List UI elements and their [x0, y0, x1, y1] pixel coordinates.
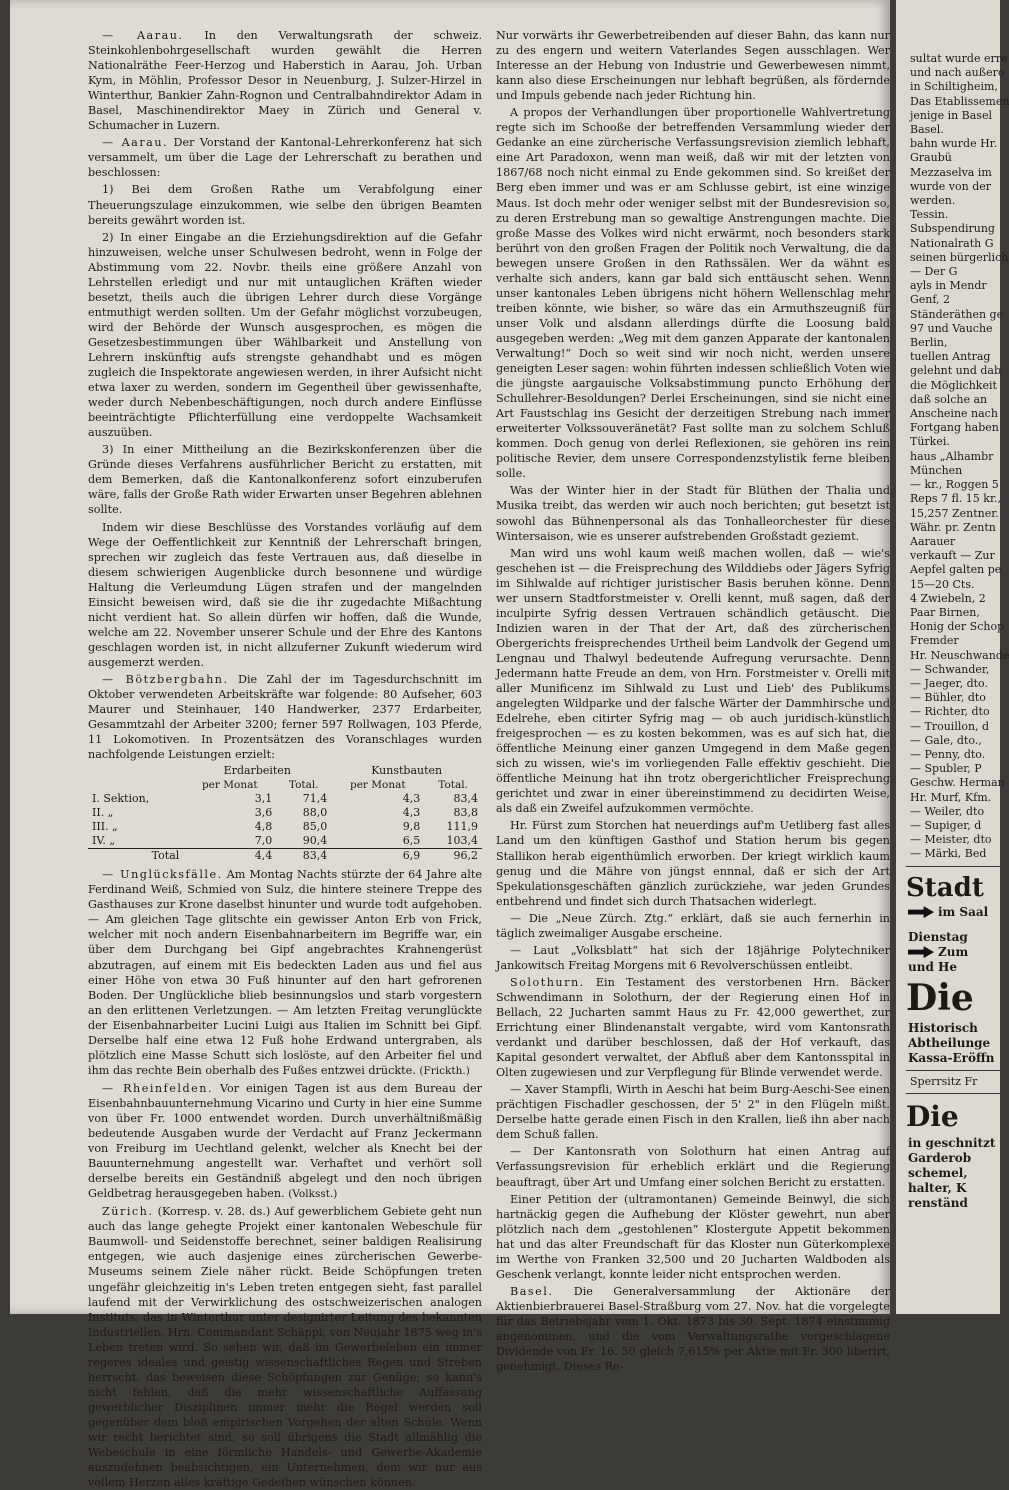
- strip-line: 15—20 Cts.: [910, 577, 975, 591]
- table-cell: 71,4: [302, 792, 328, 806]
- newspaper-page: [10, 0, 890, 1490]
- strip-line: 4 Zwiebeln, 2: [910, 591, 986, 605]
- dateline: — Bötzbergbahn.: [102, 672, 229, 686]
- paragraph: A propos der Verhandlungen über proportionelle Wahlvertretung regte sich im Schooße der betreffenden Versammlung wieder der Gedanke an eine zürcherische Verfassungsrevision ziemlich lebhaft, eine Art Paradoxon, wenn man weiß, daß wir mit der letzten von 1867/68 noch nicht einmal zu Ende gekommen sind. So kreißet der Berg eben immer und was er am Schlusse gebirt, ist eine winzige Maus. Ist doch mehr oder weniger selbst mit der Bundesrevision so, zu deren Erstrebung man so gewaltige Anstrengungen machte. Die große Masse des Volkes wird nicht erwärmt, noch besonders stark berührt von den großen Fragen der Politik noch Verwaltung, die da bewegen unsere Großen in den Rathssälen. Wer da wähnt es verhalte sich anders, kann gar bald sich enttäuscht sehen. Wenn unser kantonales Leben übrigens nicht höhern Wellenschlag mehr treiben könnte, wie bisher, so wäre das ein Armuthszeugniß für unser Volk und alsdann allerdings dürfte die Loosung bald ausgegeben werden: „Weg mit dem ganzen Apparate der kantonalen Verwaltung!“ Doch so weit sind wir noch nicht, werden unsere geneigten Leser sagen: wohin führten indessen schließlich Voten wie die jüngste aargauische Volksabstimmung puncto Erhöhung der Schullehrer-Besoldungen? Derlei Erscheinungen, sind sie nicht eine Art Faustschlag ins Gesicht der derzeitigen Strebung nach immer erweiterter Volkssouveränetät? Fast sollte man zu solchem Schluß kommen. Doch genug von derlei Reflexionen, sie gehören ins rein politische Revier, dem unsere Correspondenzstylistik ferne bleiben solle.: [496, 106, 890, 481]
- strip-line: — kr., Roggen 5: [910, 478, 999, 492]
- table-column-header: Total.: [288, 779, 319, 792]
- table-group-header: Kunstbauten: [371, 764, 443, 778]
- article-rheinfelden: [88, 1081, 482, 1202]
- table-cell: 103,4: [446, 834, 478, 848]
- paragraph: Nur vorwärts ihr Gewerbetreibenden auf dieser Bahn, das kann nur zu des engern und weitern Vaterlandes Segen ausschlagen. Wer Interesse an der Hebung von Industrie und Gewerbewesen nimmt, kann also diese Erscheinungen nur lebhaft begrüßen, als fördernde und Impuls gebende nach jeder Richtung hin.: [496, 29, 890, 103]
- ad-headline: Die: [906, 1099, 959, 1133]
- table-total-row: [88, 849, 482, 864]
- strip-line: Fortgang haben: [910, 421, 999, 435]
- strip-line: haus „Alhambr: [910, 449, 994, 463]
- strip-line: schemel,: [908, 1165, 968, 1180]
- divider: [906, 866, 1000, 867]
- row-label: III. „: [92, 820, 118, 834]
- ad-line: Abtheilunge: [908, 1035, 991, 1050]
- article-text: Die Zahl der im Tagesdurchschnitt im Oktober verwendeten Arbeitskräfte war folgende: 80 Aufseher, 603 Maurer und Steinhauer, 140 Handwerker, 2377 Erdarbeiter, Gesammtzahl der Arbeiter 3200; ferner 597 Rollwagen, 103 Pferde, 11 Lokomotiven. In Prozentsätzen des Voranschlages wurden nachfolgende Leistungen erzielt:: [88, 672, 483, 762]
- source-note: (Volksst.): [288, 1188, 338, 1201]
- divider: [906, 1070, 1000, 1071]
- strip-line: Aarauer: [910, 534, 956, 548]
- strip-line: wurde von der: [910, 179, 992, 193]
- row-label: IV. „: [92, 834, 116, 848]
- ad-headline: Die: [906, 976, 974, 1019]
- table-cell: 85,0: [302, 820, 328, 834]
- list-item: 1) Bei dem Großen Rathe um Verabfolgung einer Theuerungszulage einzukommen, wie selbe den übrigen Beamten bereits gewährt worden ist.: [88, 183, 482, 227]
- strip-line: Hr. Neuschwande: [910, 648, 1009, 662]
- table-cell: 3,1: [254, 792, 273, 806]
- article-text: Am Montag Nachts stürzte der 64 Jahre alte Ferdinand Weiß, Schmied von Sulz, die hintere steinere Treppe des Gasthauses zur Krone daselbst hinunter und wurde todt aufgehoben. — Am gleichen Tage glitschte ein gewisser Anton Erb von Frick, welcher mit noch andern Eisenbahnarbeitern im Begriffe war, ein über dem Durchgang bei Gipf angebrachtes Krahnengerüst abzutragen, auf einem mit Eis bedeckten Laden aus und fiel aus einer Höhe von etwa 30 Fuß hinunter auf den hart gefrorenen Boden. Der Unglückliche blieb besinnungslos und starb vorgestern an den erlittenen Verletzungen. — Am letzten Freitag verunglückte der Eisenbahnarbeiter Lucini Luigi aus Italien im Schnitt bei Gipf. Derselbe half eine etwa 12 Fuß hohe Erdwand untergraben, als plötzlich eine Masse Schutt sich loslöste, auf den Arbeiter fiel und ihm das rechte Bein oberhalb des Fußes entzwei drückte.: [88, 868, 482, 1077]
- strip-line: tuellen Antrag: [910, 350, 991, 364]
- dateline: — Aarau.: [102, 29, 184, 42]
- strip-line: — Der G: [910, 265, 958, 279]
- ad-line: Kassa-Eröffn: [908, 1050, 995, 1065]
- list-item: 2) In einer Eingabe an die Erziehungsdirektion auf die Gefahr hinzuweisen, welche unser Schulwesen bedroht, wenn in Folge der Abstimmung vom 22. Novbr. theils eine größere Anzahl von Lehrstellen erledigt und nur mit untauglichen Kräften wieder besetzt, theils auch die übrigen Lehrer durch diese Vorgänge entmuthigt werden sollten. Um der Gefahr möglichst vorzubeugen, wird der Behörde der Wunsch ausgesprochen, es mögen die Gesetzesbestimmungen über Wählbarkeit und Anstellung von Lehrern inskünftig aufs strengste gehandhabt und es mögen zugleich die Inspektorate angewiesen werden, in ihrer Aufsicht nicht etwa laxer zu werden, sondern im Gegentheil über gewissenhafte, weder durch Nebenbeschäftigungen, noch durch andere Einflüsse beeinträchtigte Pflichterfüllung eine verdoppelte Wachsamkeit auszuüben.: [88, 230, 482, 440]
- strip-line: — Schwander,: [910, 662, 990, 676]
- article-basel: [496, 1284, 890, 1374]
- strip-line: — Märki, Bed: [910, 847, 987, 861]
- table-column-header: Total.: [438, 779, 468, 792]
- table-column-header: per Monat: [201, 779, 258, 792]
- row-label: Total: [88, 849, 183, 864]
- ad-line: und He: [908, 959, 957, 974]
- strip-line: seinen bürgerlich: [910, 250, 1009, 264]
- table-cell: 96,2: [424, 849, 482, 864]
- table-cell: 83,8: [453, 806, 478, 820]
- table-cell: 90,4: [302, 834, 328, 848]
- strip-line: halter, K: [908, 1180, 967, 1195]
- strip-line: Türkei.: [910, 435, 950, 449]
- strip-line: in geschnitzt: [908, 1135, 996, 1150]
- strip-line: sultat wurde erre: [910, 52, 1008, 65]
- table-cell: 7,0: [254, 834, 273, 848]
- ad-line: Historisch: [908, 1020, 978, 1035]
- strip-line: — Bühler, dto: [910, 691, 986, 705]
- strip-line: Garderob: [908, 1150, 972, 1165]
- table-row: [88, 792, 482, 806]
- ad-headline: Stadt: [906, 872, 984, 903]
- table-cell: 4,3: [402, 806, 421, 820]
- article-text: Der Vorstand der Kantonal-Lehrerkonferenz hat sich versammelt, um über die Lage der Lehrerschaft zu berathen und beschlossen:: [88, 136, 482, 180]
- strip-line: Mezzaselva im: [910, 165, 992, 179]
- table-row: [88, 834, 482, 849]
- strip-line: 15,257 Zentner.: [910, 506, 999, 520]
- progress-table: [88, 764, 482, 863]
- strip-line: gelehnt und dab: [910, 364, 1002, 378]
- table-cell: 4,4: [183, 849, 276, 864]
- dateline: — Aarau.: [102, 136, 169, 150]
- table-cell: 88,0: [302, 806, 328, 820]
- strip-line: — Jaeger, dto.: [910, 676, 988, 690]
- pointing-hand-icon: [908, 906, 934, 918]
- strip-line: Subspendirung: [910, 222, 995, 236]
- table-row: [88, 806, 482, 820]
- ad-line: Dienstag: [908, 929, 968, 944]
- strip-line: — Meister, dto: [910, 833, 992, 847]
- table-cell: 83,4: [453, 792, 478, 806]
- paragraph: Hr. Fürst zum Storchen hat neuerdings auf'm Uetliberg fast alles Land um den künftigen Gasthof und Station herum bis gegen Stallikon herab eigenthümlich erworben. Der kriegt wirklich kaum genug und die Mähre von jüngst ennnal, daß er sich der Art Spekulationsgeschäften gänzlich zurückziehe, war jeden Grundes entbehrend und findet sich durch Thatsachen widerlegt.: [496, 819, 890, 908]
- middle-column: [496, 28, 890, 1374]
- strip-line: Basel.: [910, 123, 944, 137]
- strip-line: — Gale, dto.,: [910, 733, 982, 747]
- article-boezbergbahn: [88, 672, 482, 762]
- strip-line: Tessin.: [910, 208, 949, 222]
- table-cell: 3,6: [254, 806, 273, 820]
- strip-line: die Möglichkeit: [910, 378, 997, 392]
- strip-line: daß solche an: [910, 392, 988, 406]
- strip-line: werden.: [910, 194, 956, 208]
- strip-line: verkauft — Zur: [910, 549, 995, 563]
- strip-line: Honig der Schop: [910, 620, 1005, 634]
- left-column: [88, 28, 483, 1490]
- strip-line: — Trouillon, d: [910, 719, 990, 733]
- strip-line: Fremder: [910, 634, 959, 648]
- strip-line: Genf, 2: [910, 293, 951, 307]
- adjacent-page-strip: [896, 0, 1009, 1314]
- strip-line: Anscheine nach: [910, 407, 998, 421]
- paragraph: — Xaver Stampfli, Wirth in Aeschi hat beim Burg-Aeschi-See einen prächtigen Fischadler geschossen, der 5' 2" in den Flügeln mißt. Derselbe hatte gerade einen Fisch in den Krallen, ließ ihn aber nach dem Schuß fallen.: [496, 1083, 890, 1142]
- strip-line: in Schiltigheim,: [910, 80, 998, 94]
- paragraph: — Die „Neue Zürch. Ztg.“ erklärt, daß sie auch fernerhin in täglich zweimaliger Ausgabe erscheine.: [496, 911, 890, 940]
- divider: [906, 1093, 1000, 1094]
- ad-line: Zum: [896, 945, 1000, 960]
- strip-line: 97 und Vauche: [910, 321, 993, 335]
- strip-line: Aepfel galten pe: [910, 563, 1002, 577]
- table-cell: 6,9: [331, 849, 424, 864]
- ad-line: im Saal: [896, 905, 1000, 920]
- article-zuerich: [88, 1204, 482, 1490]
- table-cell: 83,4: [276, 849, 331, 864]
- article-ungluecksfaelle: [88, 867, 482, 1079]
- article-closing: Indem wir diese Beschlüsse des Vorstandes vorläufig auf dem Wege der Oeffentlichkeit zur Kenntniß der Lehrerschaft bringen, sprechen wir zugleich das feste Vertrauen aus, daß dieselbe in diesem schwierigen Augenblicke durch besonnene und würdige Haltung die Verleumdung Lügen strafen und der mangelnden Einsicht beweisen wird, daß sie die ihr zugedachte Mißachtung nicht verdient hat. So allein dürfen wir hoffen, daß die Wunde, welche am 22. November unserer Schule und der Ehre des Kantons geschlagen worden ist, in nicht allzuferner Zukunft wiederum wird ausgemerzt werden.: [88, 520, 482, 669]
- paragraph: Man wird uns wohl kaum weiß machen wollen, daß — wie's geschehen ist — die Freisprechung des Wilddiebs oder Jägers Syfrig im Sihlwalde auf richtiger juristischer Basis beruhen könne. Denn wer unsern Stadtforstmeister v. Orelli kennt, muß sagen, daß der inculpirte Syfrig dessen Vertrauen schändlich getäuscht. Die Indizien waren in der That der Art, daß des zürcherischen Obergerichts freisprechendes Urtheil beim Landvolk der Gegend um Lengnau und Thalwyl bedeutende Aufregung verursachte. Denn Jedermann hatte Freude an dem, von Hrn. Forstmeister v. Orelli mit aller Munificenz im Sihlwald zu Lust und Lieb' des Publikums angelegten Wildparke und der falsche Wärter der Dammhirsche und Edelrehe, eben citirter Syfrig mag — ob auch juridisch-künstlich freigesprochen — es zu kosten bekommen, was es auf sich hat, die öffentliche Meinung einer ganzen Umgegend in dem Maße gegen sich zu wissen, wie's im vorliegenden Falle effektiv geschieht. Die öffentliche Meinung hat ihn trotz obergerichtlicher Freisprechung gerichtet und zwar in einer übereinstimmend zu decidirten Weise, als daß ein Zweifel aufzukommen vermöchte.: [496, 546, 890, 816]
- pointing-hand-icon: [908, 946, 934, 958]
- table-cell: 4,8: [254, 820, 273, 834]
- paragraph: Was der Winter hier in der Stadt für Blüthen der Thalia und Musika treibt, das werden wir auch noch berichten; gut besetzt ist sowohl das Bühnenpersonal als das Tonhalleorchester für diese Wintersaison, wie es unserer aufstrebenden Großstadt geziemt.: [496, 484, 890, 543]
- strip-line: — Richter, dto: [910, 705, 990, 719]
- strip-line: Geschw. Herman: [910, 776, 1005, 790]
- source-note: (Frickth.): [419, 1064, 470, 1077]
- strip-line: bahn wurde Hr.: [910, 137, 998, 151]
- article-solothurn: [496, 975, 890, 1080]
- strip-line: Ständeräthen ge: [910, 307, 1004, 321]
- article-text: In den Verwaltungsrath der schweiz. Steinkohlenbohrgesellschaft wurden gewählt die Herren Nationalräthe Feer-Herzog und Haberstich in Aarau, Joh. Urban Kym, in Möhlin, Professor Desor in Neuenburg, J. Sulzer-Hirzel in Winterthur, Bankier Zahn-Rognon und Centralbahndirektor Adam in Basel, Maschinendirektor Maey in Zürich und General v. Schumacher in Luzern.: [88, 29, 483, 133]
- dateline: Solothurn.: [510, 975, 585, 989]
- strip-line: Hr. Murf, Kfm.: [910, 790, 992, 804]
- table-column-header: per Monat: [349, 779, 406, 792]
- article-text: Ein Testament des verstorbenen Hrn. Bäcker Schwendimann in Solothurn, der der Regierung einen Hof in Bellach, 22 Jucharten sammt Haus zu Fr. 42,000 gewerthet, zur Errichtung einer Blindenanstalt vergabte, wird vom Kantonsrath verdankt und darüber beschlossen, daß der Hof verkauft, das Kapital gesondert verwaltet, der Abfluß aber dem Kantonsspital in Olten zugewiesen und zur Verpflegung für Blinde verwendet werde.: [496, 975, 890, 1080]
- dateline: Basel.: [510, 1284, 554, 1298]
- strip-line: — Supiger, d: [910, 818, 982, 832]
- strip-line: Paar Birnen,: [910, 605, 980, 619]
- article-aarau-1: [88, 28, 482, 133]
- strip-line: Nationalrath G: [910, 236, 994, 250]
- strip-line: renständ: [908, 1195, 968, 1210]
- table-row: [88, 820, 482, 834]
- list-item: 3) In einer Mittheilung an die Bezirkskonferenzen über die Gründe dieses Verfahrens ausführlicher Bericht zu erstatten, mit dem Bemerken, daß die Kantonalkonferenz sofort einzuberufen wäre, falls der Große Rath wider Erwarten unser Begehren ablehnen sollte.: [88, 443, 482, 517]
- strip-text-lines: [896, 1136, 1000, 1211]
- dateline: — Rheinfelden.: [102, 1081, 214, 1095]
- strip-line: und nach außero: [910, 66, 1005, 80]
- strip-line: — Spubler, P: [910, 762, 982, 776]
- dateline: Zürich.: [102, 1205, 154, 1219]
- table-cell: 4,3: [402, 792, 421, 806]
- article-text: (Korresp. v. 28. ds.) Auf gewerblichem Gebiete geht nun auch das lange gehegte Projekt einer kantonalen Webeschule für Baumwoll- und Seidenstoffe berechnet, seiner baldigen Realisirung entgegen, wie auch dasjenige eines zürcherischen Gewerbe-Museums seinem Ziele näher rückt. Beide Schöpfungen treten ungefähr gleichzeitig in's Leben treten entgegen sieht, fast parallel laufend mit der Verwirklichung des ostschweizerischen analogen Instituts, das in Winterthur unter designirter Leitung des bekannten Industriellen, Hrn. Commandant Schäppi, von Neujahr 1875 weg in's Leben treten wird. So sehen wir, daß im Gewerbeleben ein immer regeres ideales und geistig wissenschaftliches Regen und Streben herrscht, das beweisen diese Schöpfungen zur Genüge; so kann's nicht fehlen, daß die mehr wissenschaftliche Auffassung gewerblicher Disziplinen immer mehr die Regel werden soll gegenüber dem bloß empirischen Vorgehen der alten Schule. Wenn wir recht berichtet sind, so soll übrigens die Stadt allmählig die Webeschule in eine förmliche Handels- und Gewerbe-Akademie auszudehnen beabsichtigen, ein Unternehmen, dem wir nur aus vollem Herzen alles kräftige Gedeihen wünschen können.: [88, 1205, 483, 1490]
- table-cell: 111,9: [446, 820, 478, 834]
- ad-line: Sperrsitz Fr: [910, 1074, 978, 1088]
- strip-line: Das Etablissemen: [910, 94, 1009, 108]
- row-label: II. „: [92, 806, 114, 820]
- article-text: Die Generalversammlung der Aktionäre der Aktienbierbrauerei Basel-Straßburg vom 27. Nov. hat die vorgelegte für das Betriebsjahr vom 1. Okt. 1873 bis 30. Sept. 1874 einstimmig angenommen, und die vom Verwaltungsrathe vorgeschlagene Dividende von Fr. 16. 50 gleich 7,615% per Aktie mit Fr. 300 liberirt, genehmigt. Dieses Re-: [496, 1284, 890, 1374]
- strip-text-lines: [896, 52, 1009, 862]
- paragraph: — Der Kantonsrath von Solothurn hat einen Antrag auf Verfassungsrevision für erheblich erklärt und die Regierung beauftragt, über Art und Umfang einer solchen Bericht zu erstatten.: [496, 1145, 890, 1189]
- strip-line: Reps 7 fl. 15 kr.,: [910, 492, 1002, 506]
- paragraph: — Laut „Volksblatt“ hat sich der 18jährige Polytechniker Jankowitsch Freitag Morgens mit 6 Revolverschüssen entleibt.: [496, 943, 890, 972]
- article-text: Vor einigen Tagen ist aus dem Bureau der Eisenbahnbauunternehmung Vicarino und Curty in hier eine Summe von über Fr. 1000 entwendet worden. Durch unverhältnißmäßig bedeutende Ausgaben wurde der Verdacht auf Franz Jeckermann von Freiburg im Uechtland gelenkt, welcher als Knecht bei der Bauunternehmung angestellt war. Verhaftet und verhört soll derselbe bereits ein Geständniß abgelegt und den noch übrigen Geldbetrag herausgegeben haben.: [88, 1081, 482, 1201]
- strip-line: ayls in Mendr: [910, 279, 987, 293]
- paragraph: Einer Petition der (ultramontanen) Gemeinde Beinwyl, die sich hartnäckig gegen die Aufhebung der Klöster gewehrt, nun aber plötzlich nach dem „gestohlenen“ Klostergute Appetit bekommen hat und das alter Freundschaft für das Kloster nun Güterkomplexe im Werthe von Franken 32,500 und 20 Jucharten Waldboden als Geschenk verlangt, konnte leider nicht entsprochen werden.: [496, 1192, 890, 1281]
- strip-line: München: [910, 463, 963, 477]
- dateline: — Unglücksfälle.: [102, 868, 223, 882]
- strip-line: Währ. pr. Zentn: [910, 520, 996, 534]
- row-label: I. Sektion,: [92, 792, 150, 806]
- table-cell: 6,5: [402, 834, 421, 848]
- article-aarau-2: [88, 135, 482, 180]
- strip-line: — Penny, dto.: [910, 747, 986, 761]
- table-cell: 9,8: [402, 820, 421, 834]
- table-group-header: Erdarbeiten: [223, 764, 291, 778]
- strip-line: — Weiler, dto: [910, 804, 985, 818]
- strip-line: Graubü: [910, 151, 952, 165]
- strip-line: jenige in Basel: [910, 108, 992, 122]
- strip-line: Berlin,: [910, 336, 948, 350]
